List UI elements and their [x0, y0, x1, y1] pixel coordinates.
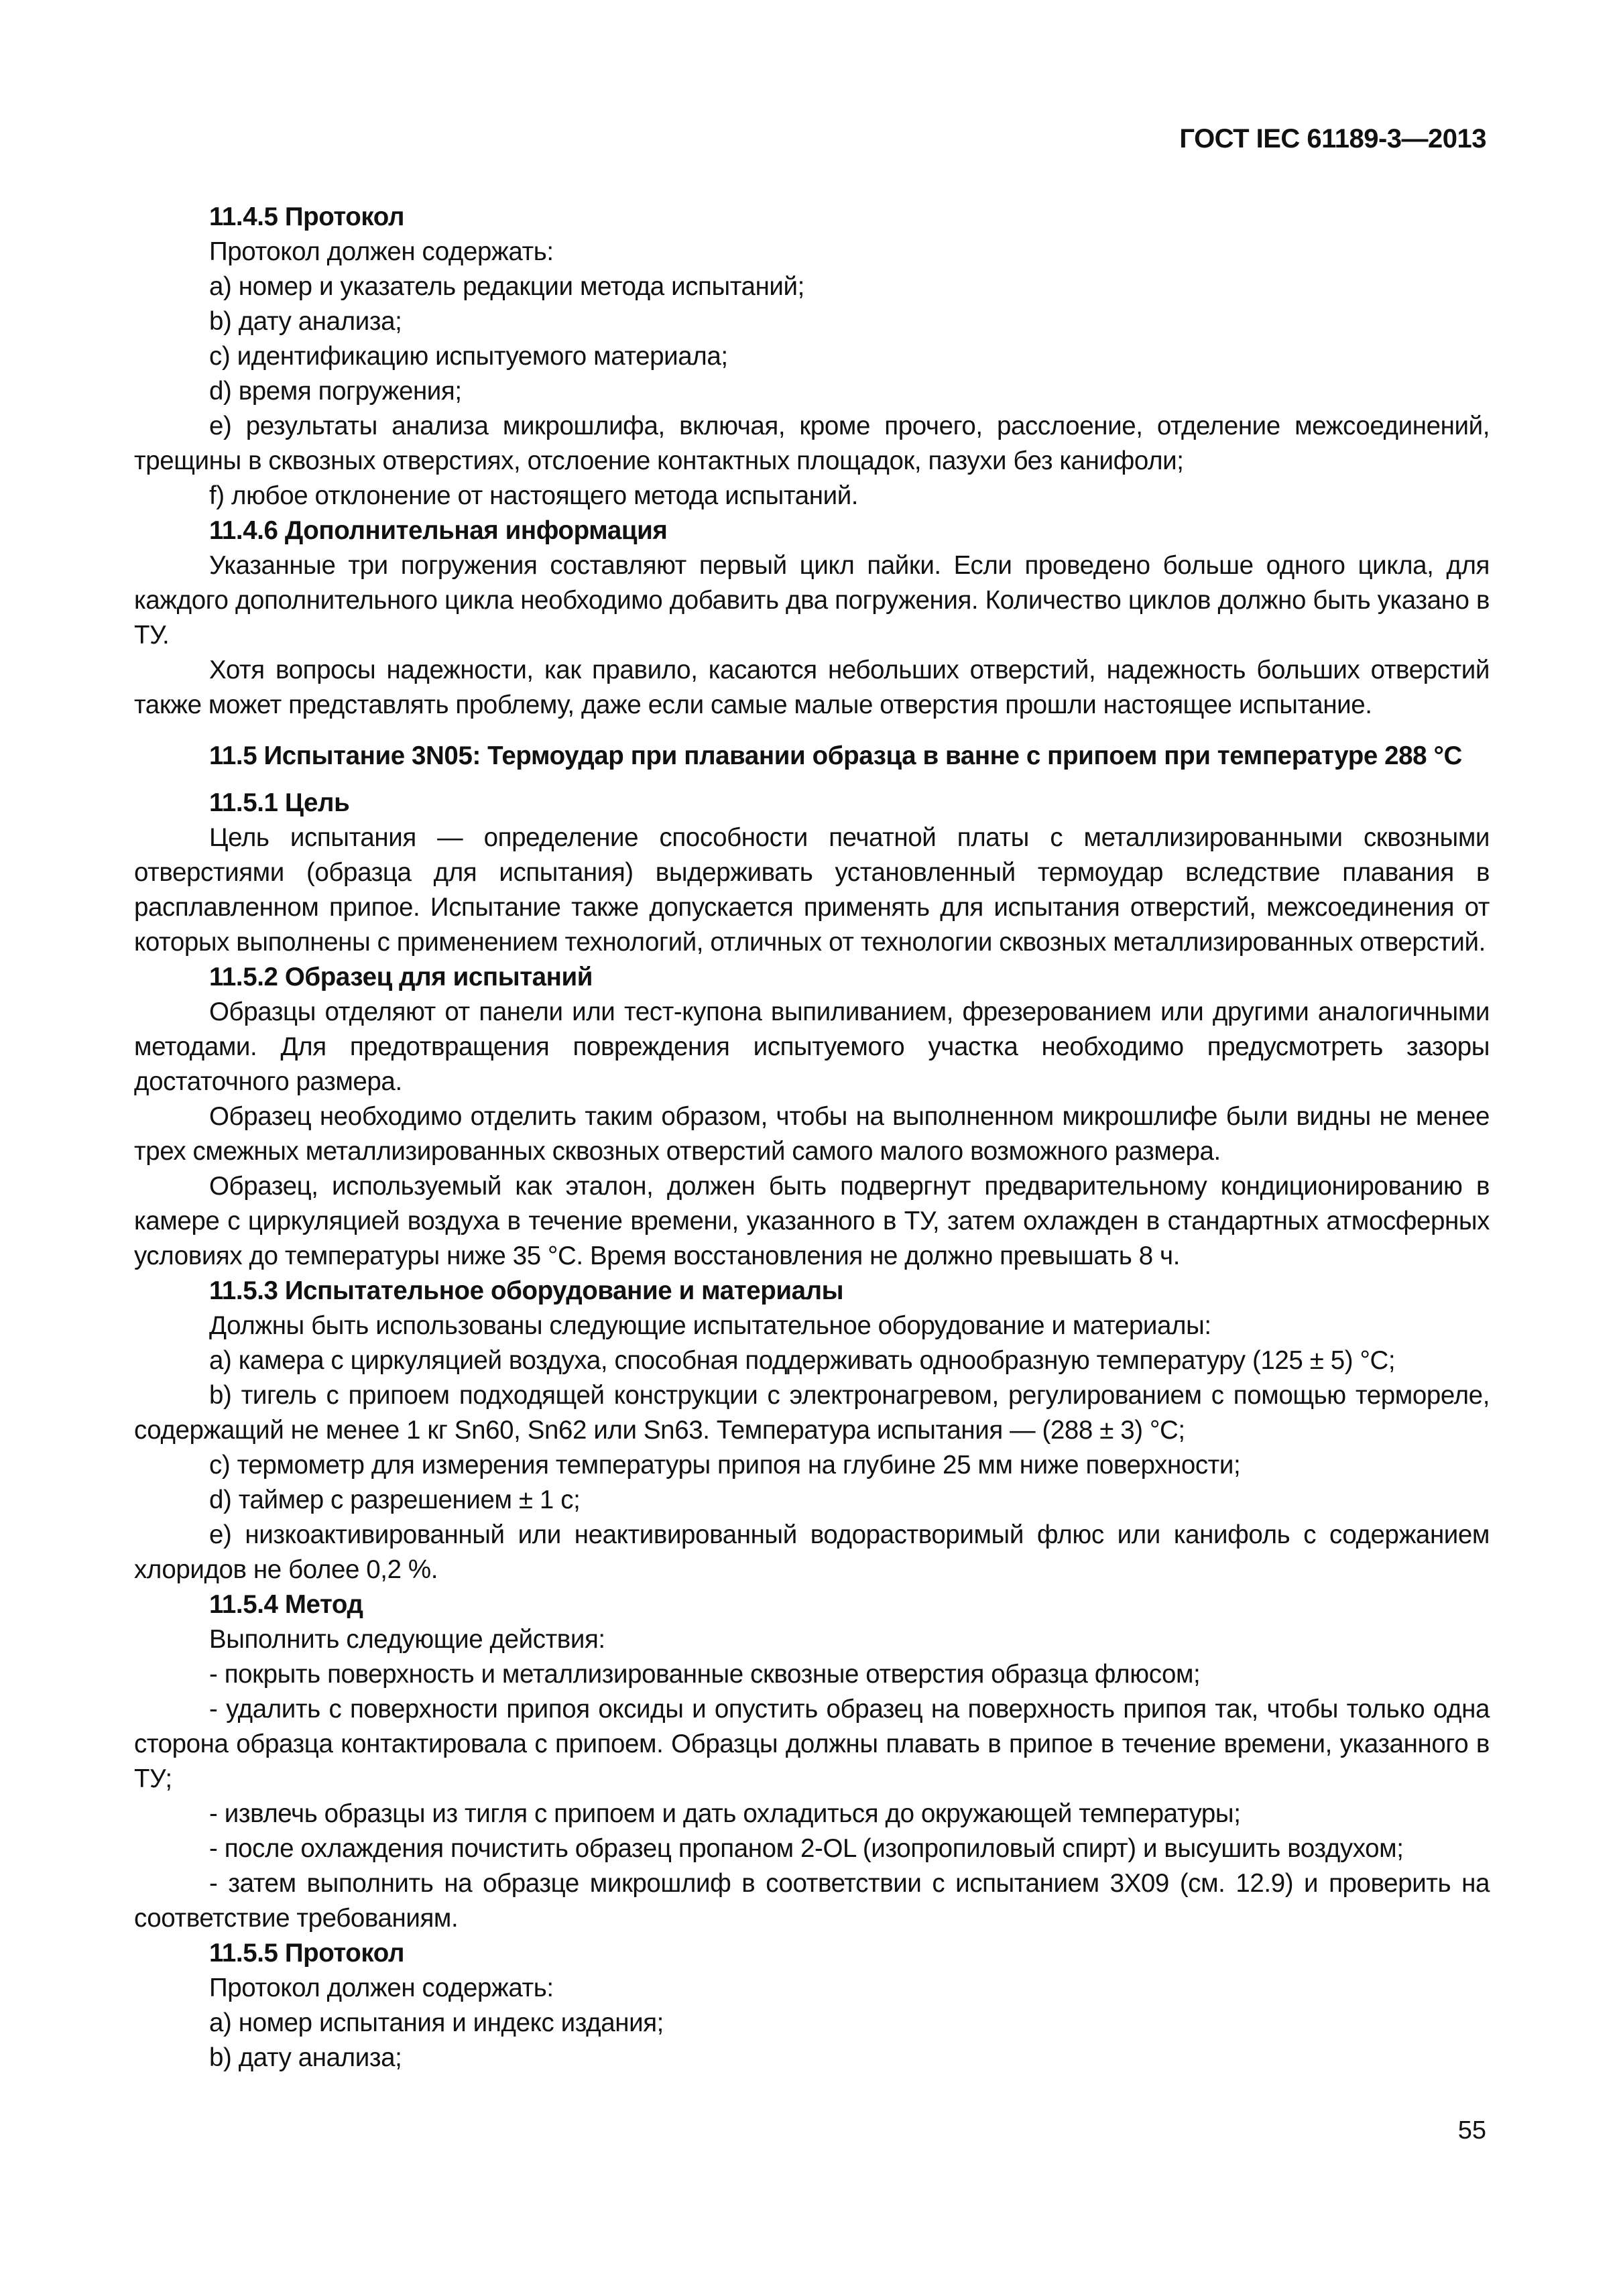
paragraph: Хотя вопросы надежности, как правило, касаются небольших отверстий, надежность больших отверстий также может представлять проблему, даже если самые малые отверстия прошли настоящее испытание. — [134, 656, 1490, 719]
paragraph: d) время погружения; — [209, 377, 462, 406]
paragraph: Должны быть использованы следующие испытательное оборудование и материалы: — [209, 1311, 1211, 1340]
paragraph: Выполнить следующие действия: — [209, 1625, 605, 1654]
paragraph: a) камера с циркуляцией воздуха, способная поддерживать однообразную температуру (125 ± 5) °С; — [209, 1346, 1396, 1375]
paragraph: a) номер испытания и индекс издания; — [209, 2008, 664, 2037]
paragraph: Образец, используемый как эталон, должен быть подвергнут предварительному кондиционированию в камере с циркуляцией воздуха в течение времени, указанного в ТУ, затем охлажден в стандартных атмосферных условиях до температуры ниже 35 °С. Время восстановления не должно превышать 8 ч. — [134, 1172, 1490, 1270]
section-heading: 11.5.4 Метод — [209, 1590, 363, 1619]
paragraph: - извлечь образцы из тигля с припоем и дать охладиться до окружающей температуры; — [209, 1799, 1241, 1828]
section-heading: 11.4.5 Протокол — [209, 202, 405, 231]
paragraph: - затем выполнить на образце микрошлиф в соответствии с испытанием 3X09 (см. 12.9) и проверить на соответствие требованиям. — [134, 1869, 1490, 1933]
document-body — [134, 200, 1490, 2075]
paragraph: c) идентификацию испытуемого материала; — [209, 342, 728, 371]
paragraph: - после охлаждения почистить образец пропаном 2-OL (изопропиловый спирт) и высушить воздухом; — [209, 1834, 1404, 1863]
section-heading: 11.5.1 Цель — [209, 788, 350, 817]
paragraph: Протокол должен содержать: — [209, 1974, 554, 2002]
section-title: 11.5 Испытание 3N05: Термоудар при плавании образца в ванне с припоем при температуре 288 °С — [209, 741, 1462, 770]
paragraph: Образец необходимо отделить таким образом, чтобы на выполненном микрошлифе были видны не менее трех смежных металлизированных сквозных отверстий самого малого возможного размера. — [134, 1102, 1490, 1166]
paragraph: b) дату анализа; — [209, 307, 402, 336]
paragraph: d) таймер с разрешением ± 1 с; — [209, 1486, 581, 1514]
paragraph: f) любое отклонение от настоящего метода испытаний. — [209, 481, 859, 510]
paragraph: c) термометр для измерения температуры припоя на глубине 25 мм ниже поверхности; — [209, 1451, 1241, 1479]
paragraph: Протокол должен содержать: — [209, 237, 554, 266]
paragraph: - покрыть поверхность и металлизированные сквозные отверстия образца флюсом; — [209, 1660, 1201, 1689]
paragraph: b) дату анализа; — [209, 2043, 402, 2072]
paragraph: b) тигель с припоем подходящей конструкции с электронагревом, регулированием с помощью термореле, содержащий не менее 1 кг Sn60, Sn62 или Sn63. Температура испытания — (288 ± 3) °С; — [134, 1381, 1490, 1445]
section-heading: 11.5.3 Испытательное оборудование и материалы — [209, 1276, 844, 1305]
paragraph: Указанные три погружения составляют первый цикл пайки. Если проведено больше одного цикла, для каждого дополнительного цикла необходимо добавить два погружения. Количество циклов должно быть указано в ТУ. — [134, 551, 1490, 650]
paragraph: - удалить с поверхности припоя оксиды и опустить образец на поверхность припоя так, чтобы только одна сторона образца контактировала с припоем. Образцы должны плавать в припое в течение времени, указанного в ТУ; — [134, 1695, 1490, 1793]
paragraph: a) номер и указатель редакции метода испытаний; — [209, 272, 804, 301]
paragraph: e) низкоактивированный или неактивированный водорастворимый флюс или канифоль с содержанием хлоридов не более 0,2 %. — [134, 1520, 1490, 1584]
section-heading: 11.5.2 Образец для испытаний — [209, 963, 593, 991]
section-heading: 11.5.5 Протокол — [209, 1939, 405, 1968]
paragraph: Образцы отделяют от панели или тест-купона выпиливанием, фрезерованием или другими аналогичными методами. Для предотвращения повреждения испытуемого участка необходимо предусмотреть зазоры достаточного размера. — [134, 998, 1490, 1096]
paragraph: Цель испытания — определение способности печатной платы с металлизированными сквозными отверстиями (образца для испытания) выдерживать установленный термоудар вследствие плавания в расплавленном припое. Испытание также допускается применять для испытания отверстий, межсоединения от которых выполнены с применением технологий, отличных от технологии сквозных металлизированных отверстий. — [134, 823, 1490, 957]
page-number: 55 — [1457, 2116, 1486, 2144]
section-heading: 11.4.6 Дополнительная информация — [209, 516, 668, 545]
paragraph: e) результаты анализа микрошлифа, включая, кроме прочего, расслоение, отделение межсоединений, трещины в сквозных отверстиях, отслоение контактных площадок, пазухи без канифоли; — [134, 412, 1490, 475]
document-header: ГОСТ IEC 61189-3—2013 — [1179, 124, 1486, 154]
